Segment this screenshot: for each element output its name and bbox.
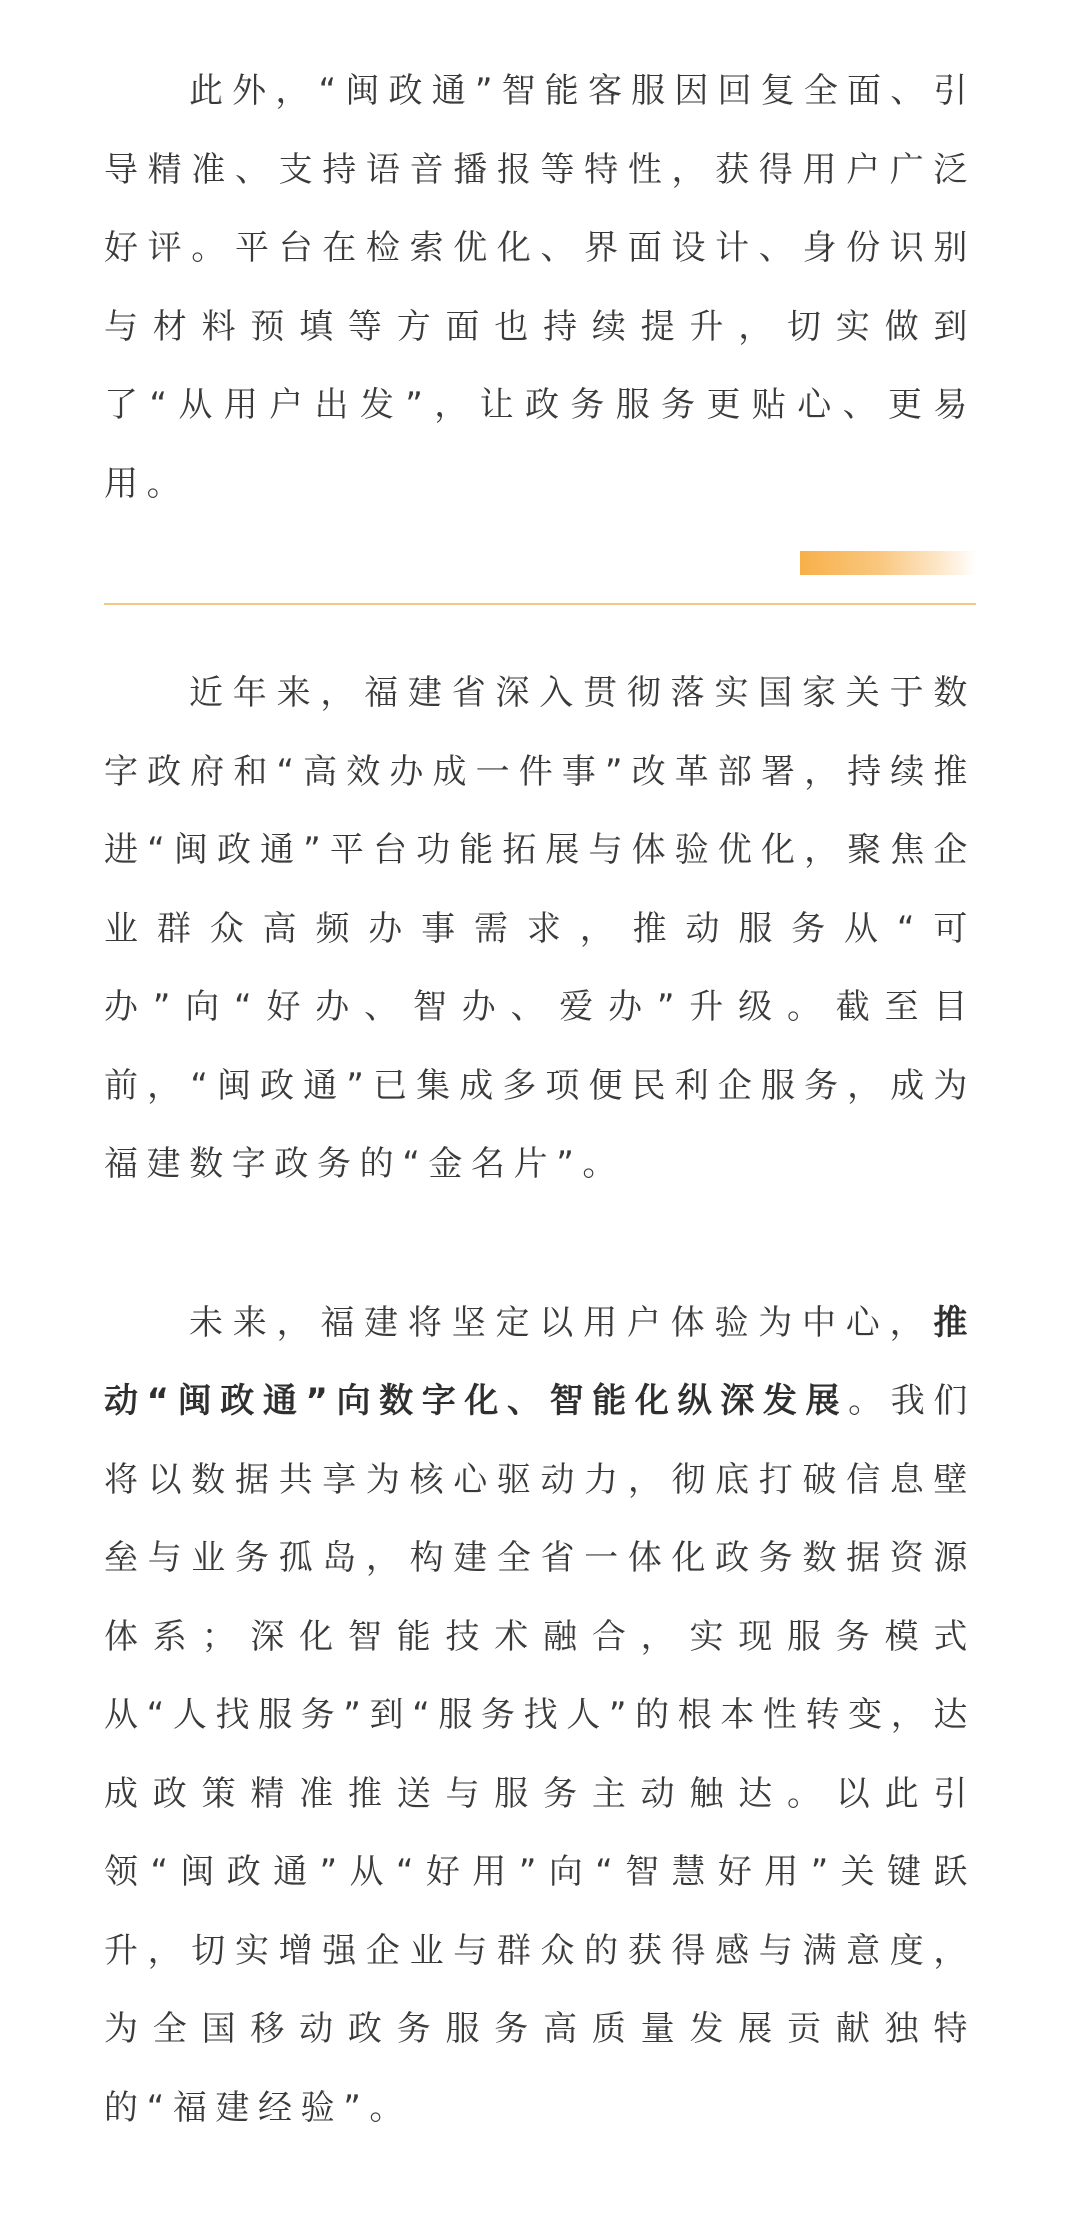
future-intro-text: 未来，福建将坚定以用户体验为中心，: [189, 1302, 934, 1343]
paragraph-future: [104, 1284, 976, 2148]
future-rest-text: 。我们将以数据共享为核心驱动力，彻底打破信息壁垒与业务孤岛，构建全省一体化政务数据资源体系；深化智能技术融合，实现服务模式从“人找服务”到“服务找人”的根本性转变，达成政策精准推送与服务主动触达。以此引领“闽政通”从“好用”向“智慧好用”关键跃升，切实增强企业与群众的获得感与满意度，为全国移动政务服务高质量发展贡献独特的“福建经验”。: [104, 1381, 976, 2128]
divider-accent-bar: [800, 551, 976, 575]
article-body: [104, 52, 976, 2147]
section-divider: [104, 603, 976, 604]
paragraph-spacer: [104, 1204, 976, 1284]
paragraph-user-feedback: 此外，“闽政通”智能客服因回复全面、引导精准、支持语音播报等特性，获得用户广泛好评。平台在检索优化、界面设计、身份识别与材料预填等方面也持续提升，切实做到了“从用户出发”，让政务服务更贴心、更易用。: [104, 71, 976, 504]
divider-line: [104, 603, 976, 605]
future-emphasis-text: 推动“闽政通”向数字化、智能化纵深发展: [104, 1302, 976, 1421]
paragraph-background: 近年来，福建省深入贯彻落实国家关于数字政府和“高效办成一件事”改革部署，持续推进“闽政通”平台功能拓展与体验优化，聚焦企业群众高频办事需求，推动服务从“可办”向“好办、智办、爱办”升级。截至目前，“闽政通”已集成多项便民利企服务，成为福建数字政务的“金名片”。: [104, 673, 976, 1184]
